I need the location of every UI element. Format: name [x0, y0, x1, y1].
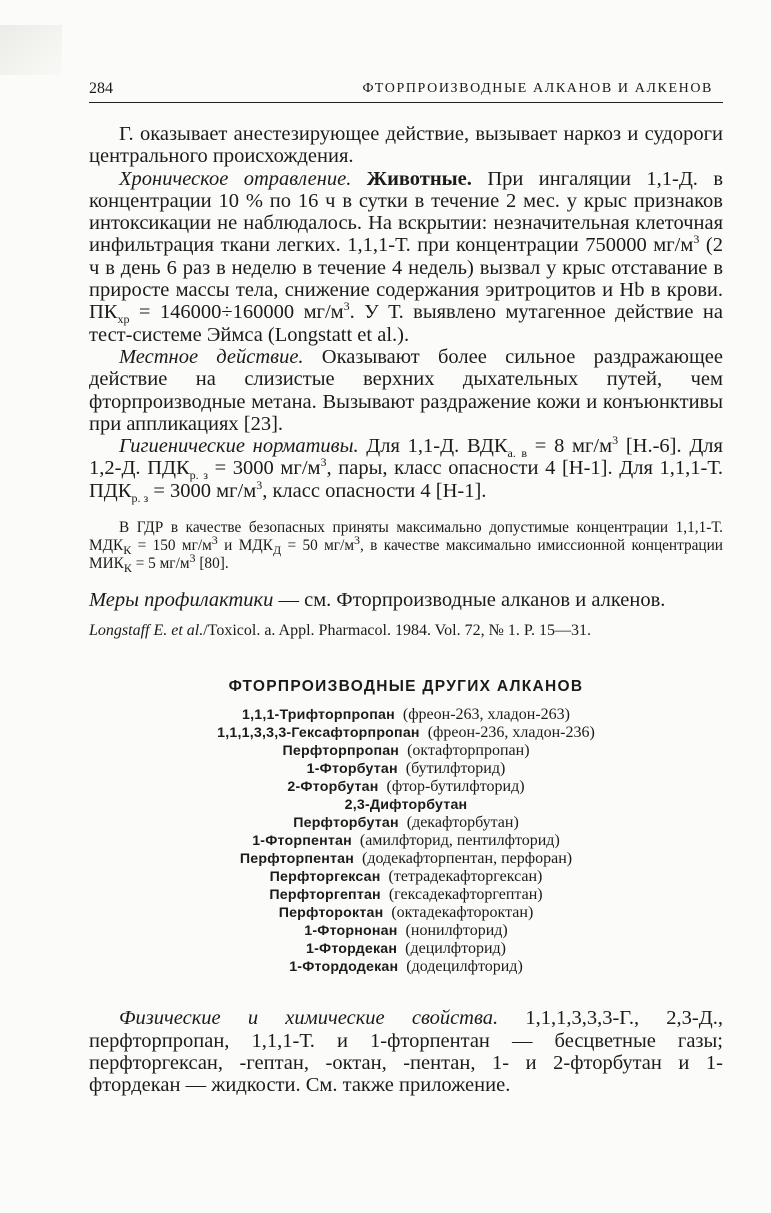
superscript: 3: [693, 232, 700, 247]
subscript: р. з: [189, 468, 208, 483]
small-print-note: [89, 519, 723, 576]
hygiene-text: [Н.-6]. Для 1,2-Д. ПДК: [89, 435, 723, 480]
hygiene-label: Гигиенические нормативы.: [119, 435, 359, 458]
compound-row: [89, 850, 723, 868]
compound-synonyms: (додекафторпентан, перфоран): [353, 850, 573, 868]
compound-name: 1-Фторнонан: [304, 923, 398, 940]
subscript: р. з: [131, 490, 149, 505]
compound-row: [89, 868, 723, 886]
hygiene-text: Для 1,1-Д. ВДК: [358, 435, 508, 458]
reference-source: /Toxicol. a. Appl. Pharmacol. 1984. Vol. 72, № 1. P. 15—31.: [203, 622, 592, 640]
subscript: Д: [272, 543, 282, 558]
superscript: 3: [211, 532, 218, 547]
compound-synonyms: (декафторбутан): [398, 814, 519, 832]
compound-name: Перфторпропан: [282, 743, 400, 760]
compound-name: 1-Фтордодекан: [289, 959, 399, 976]
subscript: К: [123, 561, 132, 576]
physical-text: 1,1,1,3,3,3-Г., 2,3-Д., перфторпропан, 1,1,1-Т. и 1-фторпентан — бесцветные газы; перфторгексан, -гептан, -октан, -пентан, 1- и 2-фторбутан и 1-фтордекан — жидкости. См. также приложение.: [89, 1007, 723, 1097]
compound-synonyms: (фтор-бутилфторид): [378, 778, 525, 796]
chronic-text: При ингаляции 1,1-Д. в концентрации 10 % по 16 ч в сутки в течение 2 мес. у крыс признаков интоксикации не наблюдалось. На вскрытии: незначительная клеточная инфильтрация ткани легких. 1,1,1-Т. при концентрации 750000 мг/м: [89, 167, 724, 257]
compound-list: [89, 706, 723, 976]
compound-row: [89, 940, 723, 958]
chronic-text: . У Т. выявлено мутагенное действие на тест-системе Эймса (Longstatt et al.).: [89, 301, 723, 346]
running-title: ФТОРПРОИЗВОДНЫЕ АЛКАНОВ И АЛКЕНОВ: [362, 81, 713, 96]
compound-row: [89, 958, 723, 976]
superscript: 3: [320, 455, 327, 470]
reference: [89, 621, 723, 641]
compound-synonyms: (амилфторид, пентилфторид): [351, 832, 560, 850]
main-text: [89, 123, 724, 505]
chronic-text: = 146000÷160000 мг/м: [129, 301, 344, 324]
compound-synonyms: (бутилфторид): [397, 760, 506, 778]
subscript: К: [123, 543, 132, 558]
compound-name: Перфтороктан: [278, 905, 384, 922]
compound-name: Перфторпентан: [239, 851, 354, 868]
hygiene-text: , класс опасности 4 [Н-1].: [262, 479, 487, 502]
compound-row: [89, 814, 723, 832]
compound-name: Перфторбутан: [293, 815, 399, 832]
gdr-note: [89, 519, 723, 576]
hygiene-text: = 8 мг/м: [527, 435, 613, 458]
note-text: В ГДР в качестве безопасных приняты максимально допустимые концентрации 1,1,1-Т. МДК: [89, 519, 723, 555]
superscript: 3: [354, 532, 360, 547]
compound-synonyms: (додецилфторид): [398, 958, 523, 976]
local-text: Оказывают более сильное раздражающее действие на слизистые верхних дыхательных путей, чем фторпроизводные метана. Вызывают раздражение кожи и конъюнктивы при аппликациях [23].: [89, 345, 723, 435]
paragraph-anesthetic: Г. оказывает анестезирующее действие, вызывает наркоз и судороги центрального происхождения.: [89, 123, 723, 168]
physical-properties: [89, 1007, 723, 1096]
animals-label: Животные.: [366, 167, 472, 190]
compound-name: 1-Фторбутан: [306, 761, 398, 778]
superscript: 3: [612, 433, 619, 448]
superscript: 3: [189, 550, 196, 565]
compound-row: [89, 886, 723, 904]
paragraph-chronic: [89, 168, 723, 346]
compound-row: [89, 904, 723, 922]
physical-label: Физические и химические свойства.: [119, 1007, 499, 1030]
measures-label: Меры профилактики: [89, 589, 274, 612]
compound-synonyms: (нонилфторид): [397, 922, 508, 940]
section-title: ФТОРПРОИЗВОДНЫЕ ДРУГИХ АЛКАНОВ: [228, 678, 584, 696]
running-header: [89, 72, 723, 103]
compound-name: 1-Фторпентан: [252, 833, 352, 850]
compound-synonyms: (гексадекафторгептан): [380, 886, 543, 904]
compound-name: 1-Фтордекан: [306, 941, 398, 958]
superscript: 3: [256, 477, 263, 492]
hygiene-text: = 3000 мг/м: [148, 479, 257, 502]
note-text: = 5 мг/м: [131, 555, 190, 573]
compound-row: [89, 922, 723, 940]
page-number: 284: [89, 80, 113, 97]
compound-row: [89, 760, 723, 778]
note-text: и МДК: [217, 537, 273, 555]
compound-name: 2,3-Дифторбутан: [344, 797, 468, 814]
subscript: а. в: [507, 446, 528, 461]
compound-row: [89, 796, 723, 814]
compound-name: 2-Фторбутан: [287, 779, 379, 796]
compound-row: [89, 832, 723, 850]
scan-edge-shadow: [0, 25, 62, 75]
compound-synonyms: (фреон-263, хладон-263): [394, 706, 570, 724]
compound-name: 1,1,1,3,3,3-Гексафторпропан: [217, 725, 420, 742]
physical-paragraph: [89, 1007, 723, 1096]
compound-synonyms: (октадекафтороктан): [383, 904, 534, 922]
subscript: хр: [117, 312, 130, 327]
compound-synonyms: (тетрадекафторгексан): [380, 868, 543, 886]
measures-text: — см. Фторпроизводные алканов и алкенов.: [273, 589, 666, 612]
compound-row: [89, 724, 723, 742]
reference-authors: Longstaff E. et al.: [89, 622, 204, 640]
hygiene-text: , пары, класс опасности 4 [Н-1]. Для 1,1,1-Т. ПДК: [89, 457, 723, 502]
compound-row: [89, 778, 723, 796]
compound-synonyms: (октафторпропан): [399, 742, 530, 760]
local-label: Местное действие.: [119, 345, 304, 368]
prevention-measures: [89, 589, 723, 611]
hygiene-text: = 3000 мг/м: [207, 457, 321, 480]
compound-synonyms: (децилфторид): [397, 940, 506, 958]
chronic-text: (2 ч в день 6 раз в неделю в течение 4 недель) вызвал у крыс отставание в приросте массы тела, снижение содержания эритроцитов и Hb в крови. ПК: [89, 234, 723, 324]
compound-row: [89, 742, 723, 760]
note-text: [80].: [195, 555, 229, 573]
note-text: = 50 мг/м: [281, 537, 354, 555]
compound-row: [89, 706, 723, 724]
compound-name: 1,1,1-Трифторпропан: [242, 707, 395, 724]
paragraph-local: [89, 346, 723, 435]
chronic-label: Хроническое отравление.: [119, 167, 352, 190]
compound-name: Перфторгептан: [269, 887, 381, 904]
compound-name: Перфторгексан: [269, 869, 381, 886]
superscript: 3: [343, 299, 350, 314]
book-page: [89, 72, 723, 1097]
paragraph-hygiene: [89, 433, 723, 505]
note-text: = 150 мг/м: [131, 537, 212, 555]
compound-synonyms: (фреон-236, хладон-236): [419, 724, 595, 742]
reference-line: [89, 621, 723, 641]
note-text: , в качестве максимально имиссионной концентрации МИК: [89, 537, 723, 573]
measures-paragraph: [89, 589, 723, 611]
